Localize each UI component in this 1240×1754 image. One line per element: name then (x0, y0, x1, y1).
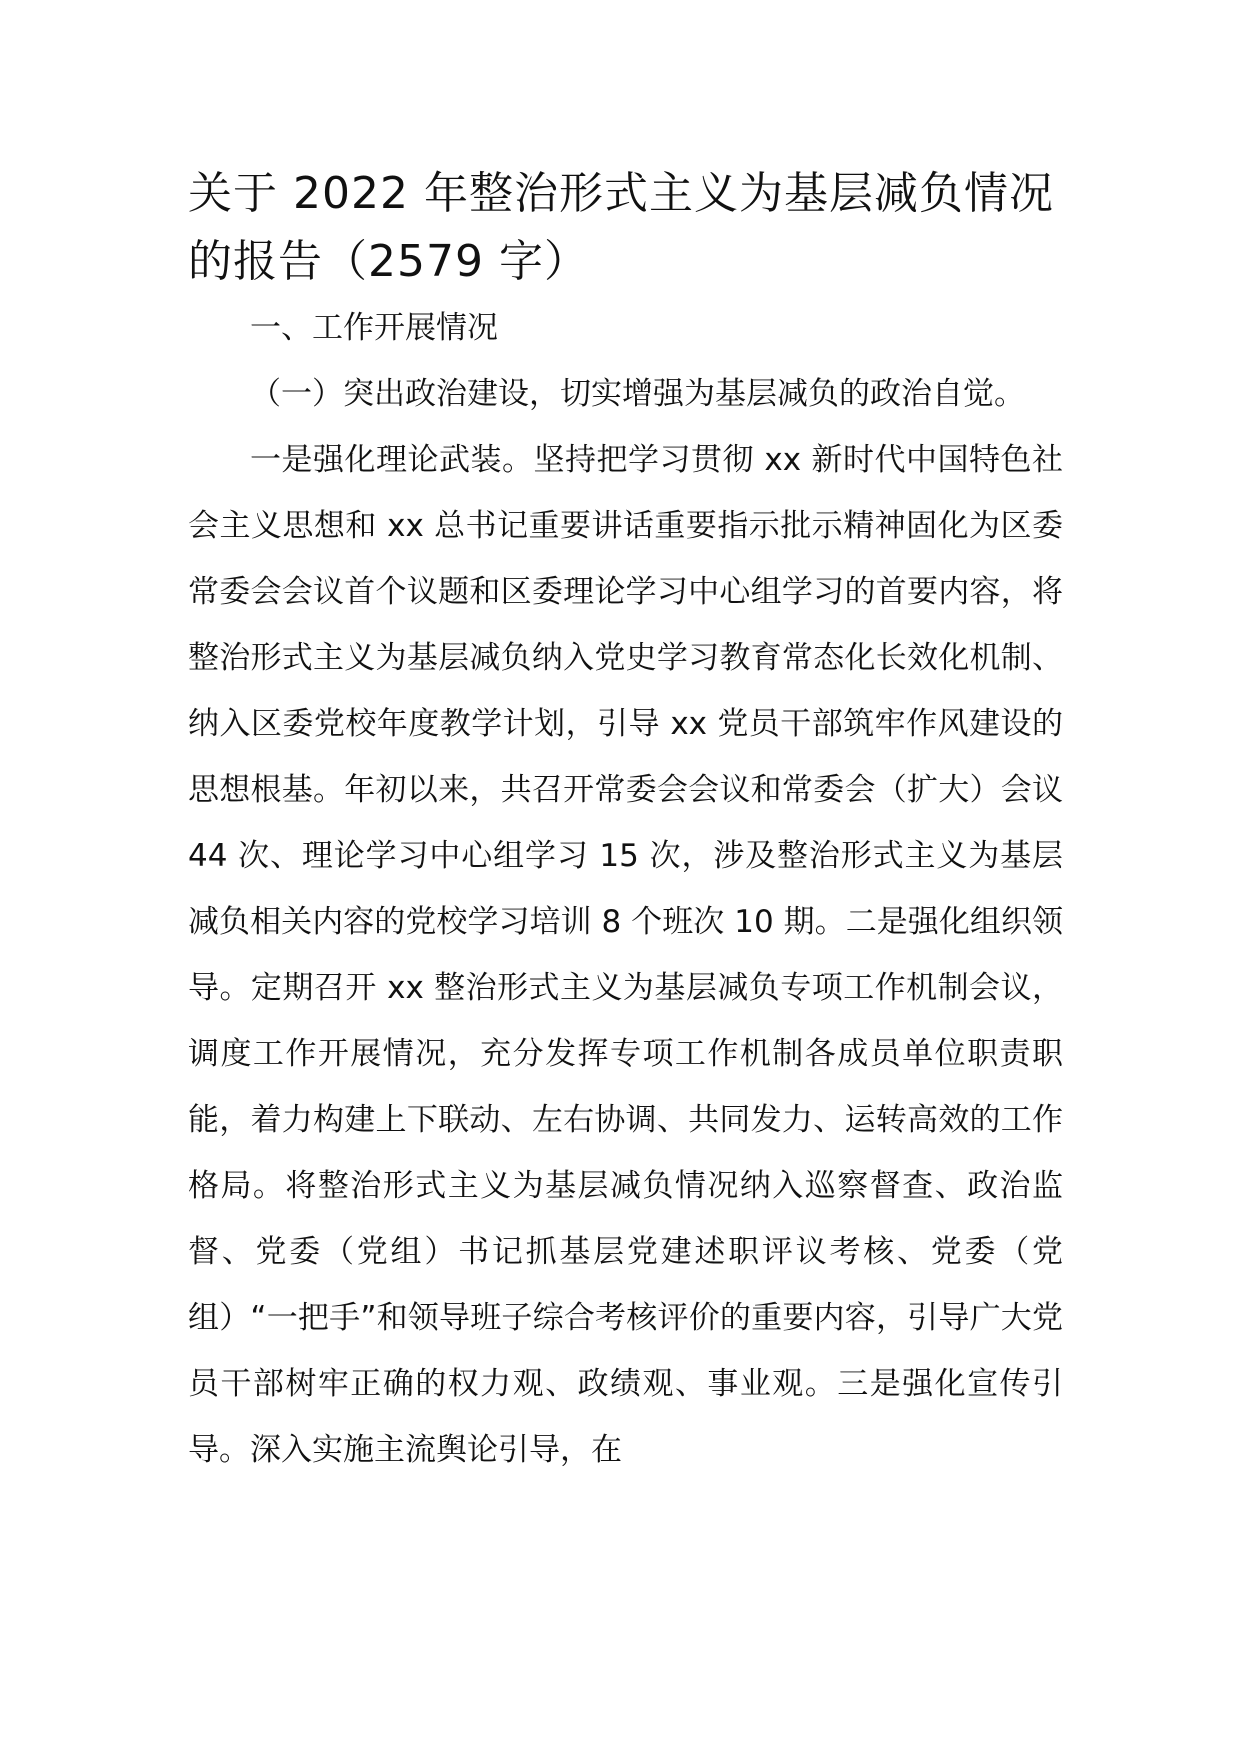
subsection-heading: （一）突出政治建设，切实增强为基层减负的政治自觉。 (250, 376, 1025, 412)
document-body (188, 295, 1063, 1483)
document-title: 关于 2022 年整治形式主义为基层减负情况的报告（2579 字） (188, 168, 1054, 287)
section-heading: 一、工作开展情况 (250, 310, 498, 346)
body-paragraph: 一是强化理论武装。坚持把学习贯彻 xx 新时代中国特色社会主义思想和 xx 总书记重要讲话重要指示批示精神固化为区委常委会会议首个议题和区委理论学习中心组学习的首要内容，将整治形式主义为基层减负纳入党史学习教育常态化长效化机制、纳入区委党校年度教学计划，引导 xx 党员干部筑牢作风建设的思想根基。年初以来，共召开常委会会议和常委会（扩大）会议 44 次、理论学习中心组学习 15 次，涉及整治形式主义为基层减负相关内容的党校学习培训 8 个班次 10 期。二是强化组织领导。定期召开 xx 整治形式主义为基层减负专项工作机制会议，调度工作开展情况，充分发挥专项工作机制各成员单位职责职能，着力构建上下联动、左右协调、共同发力、运转高效的工作格局。将整治形式主义为基层减负情况纳入巡察督查、政治监督、党委（党组）书记抓基层党建述职评议考核、党委（党组）“一把手”和领导班子综合考核评价的重要内容，引导广大党员干部树牢正确的权力观、政绩观、事业观。三是强化宣传引导。深入实施主流舆论引导，在 (188, 442, 1063, 1468)
